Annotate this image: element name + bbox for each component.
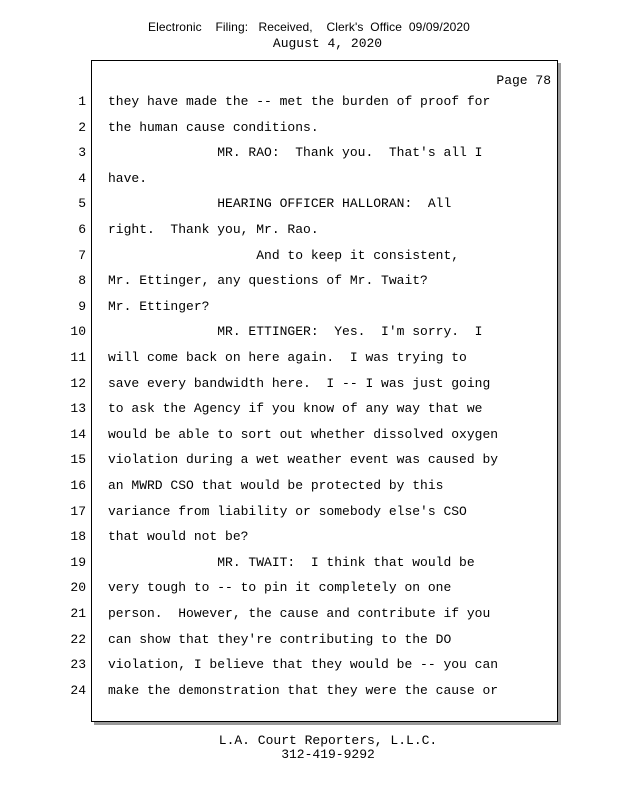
line-number: 5 xyxy=(78,196,86,212)
transcript-line: make the demonstration that they were the cause or xyxy=(108,682,499,698)
page-number: Page 78 xyxy=(496,73,551,88)
transcript-line: the human cause conditions. xyxy=(108,119,319,135)
line-number: 12 xyxy=(70,375,86,391)
transcript-line: violation, I believe that they would be -- you can xyxy=(108,657,499,673)
line-number: 2 xyxy=(78,119,86,135)
transcript-line: And to keep it consistent, xyxy=(108,247,460,263)
transcript-line: HEARING OFFICER HALLORAN: All xyxy=(108,196,452,212)
line-number: 18 xyxy=(70,529,86,545)
court-reporter-phone: 312-419-9292 xyxy=(281,747,375,762)
transcript-line: MR. ETTINGER: Yes. I'm sorry. I xyxy=(108,324,483,340)
line-number: 6 xyxy=(78,222,86,237)
line-number: 24 xyxy=(70,682,86,698)
transcript-line: would be able to sort out whether dissolved oxygen xyxy=(108,426,499,442)
transcript-line: have. xyxy=(108,170,148,186)
line-number: 20 xyxy=(70,580,86,596)
line-number: 22 xyxy=(70,631,86,647)
transcript-line: Mr. Ettinger? xyxy=(108,298,210,314)
hearing-date: August 4, 2020 xyxy=(272,36,383,51)
transcript-line: they have made the -- met the burden of proof for xyxy=(108,94,491,109)
transcript-line: can show that they're contributing to the DO xyxy=(108,631,452,647)
line-number: 7 xyxy=(78,247,86,263)
transcript-line: MR. RAO: Thank you. That's all I xyxy=(108,145,483,161)
line-number: 17 xyxy=(70,503,86,519)
court-reporter-name: L.A. Court Reporters, L.L.C. xyxy=(218,733,438,748)
line-number: 14 xyxy=(70,426,86,442)
transcript-line: right. Thank you, Mr. Rao. xyxy=(108,222,319,237)
line-number: 3 xyxy=(78,145,86,161)
line-number: 13 xyxy=(70,401,86,417)
line-number: 23 xyxy=(70,657,86,673)
transcript-line: will come back on here again. I was trying to xyxy=(108,350,467,365)
transcript-line: variance from liability or somebody else's CSO xyxy=(108,503,467,519)
transcript-line: violation during a wet weather event was caused by xyxy=(108,452,499,468)
transcript-line: very tough to -- to pin it completely on one xyxy=(108,580,452,596)
line-number: 11 xyxy=(70,350,86,365)
line-number: 15 xyxy=(70,452,86,468)
line-number: 16 xyxy=(70,478,86,493)
line-number: 19 xyxy=(70,554,86,570)
electronic-filing-stamp: Electronic Filing: Received, Clerk's Office 09/09/2020 xyxy=(148,20,470,34)
line-number: 21 xyxy=(70,606,86,621)
transcript-line: MR. TWAIT: I think that would be xyxy=(108,554,475,570)
transcript-line: save every bandwidth here. I -- I was just going xyxy=(108,375,491,391)
transcript-line: an MWRD CSO that would be protected by this xyxy=(108,478,444,493)
transcript-line: to ask the Agency if you know of any way that we xyxy=(108,401,483,417)
line-number: 9 xyxy=(78,298,86,314)
line-number: 8 xyxy=(78,273,86,289)
transcript-line: that would not be? xyxy=(108,529,249,545)
transcript-line: person. However, the cause and contribute if you xyxy=(108,606,491,621)
transcript-line: Mr. Ettinger, any questions of Mr. Twait? xyxy=(108,273,428,289)
line-number: 10 xyxy=(70,324,86,340)
line-number: 1 xyxy=(78,94,86,109)
line-number: 4 xyxy=(78,170,86,186)
